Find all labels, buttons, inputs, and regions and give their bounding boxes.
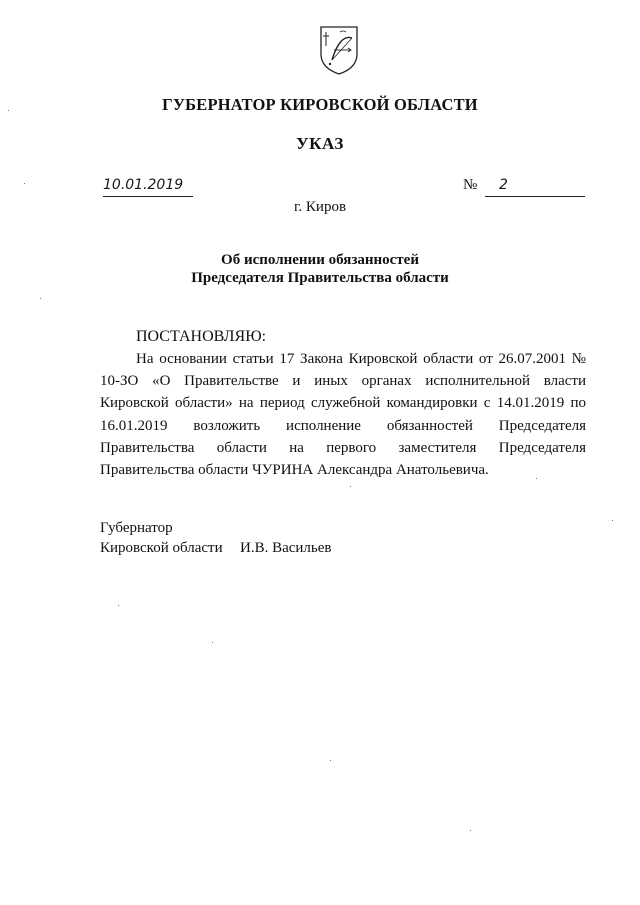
scan-speck — [40, 298, 41, 299]
signatory-region: Кировской области — [100, 540, 223, 556]
document-date: 10.01.2019 — [103, 177, 184, 193]
document-number-label: № — [463, 177, 478, 193]
document-date-field — [103, 179, 193, 197]
decree-word: ПОСТАНОВЛЯЮ: — [136, 328, 267, 345]
document-type-title: УКАЗ — [296, 134, 344, 153]
scan-speck — [24, 183, 25, 184]
kirov-coat-of-arms-icon — [318, 24, 360, 76]
scan-speck — [118, 605, 119, 606]
document-city: г. Киров — [293, 199, 347, 215]
signatory-name: И.В. Васильев — [240, 540, 332, 556]
scan-speck — [350, 486, 351, 487]
document-number: 2 — [499, 177, 508, 193]
subject-line-2: Председателя Правительства области — [191, 270, 449, 286]
document-body — [100, 348, 586, 481]
scan-speck — [612, 520, 613, 521]
scan-speck — [330, 760, 331, 761]
document-number-field — [485, 179, 585, 197]
scan-speck — [470, 830, 471, 831]
scan-speck — [536, 478, 537, 479]
signatory-post: Губернатор — [100, 520, 173, 536]
document-subject — [0, 251, 640, 287]
scan-speck — [8, 110, 9, 111]
organization-title: ГУБЕРНАТОР КИРОВСКОЙ ОБЛАСТИ — [162, 95, 478, 114]
scan-speck — [212, 642, 213, 643]
body-paragraph: На основании статьи 17 Закона Кировской области от 26.07.2001 № 10-ЗО «О Правительстве и иных органах исполнительной власти Кировской области» на период служебной командировки с 14.01.2019 по 16.01.2019 возложить исполнение обязанностей Председателя Правительства области на первого заместителя Председателя Правительства области ЧУРИНА Александра Анатольевича. — [100, 351, 586, 479]
subject-line-1: Об исполнении обязанностей — [221, 252, 419, 268]
